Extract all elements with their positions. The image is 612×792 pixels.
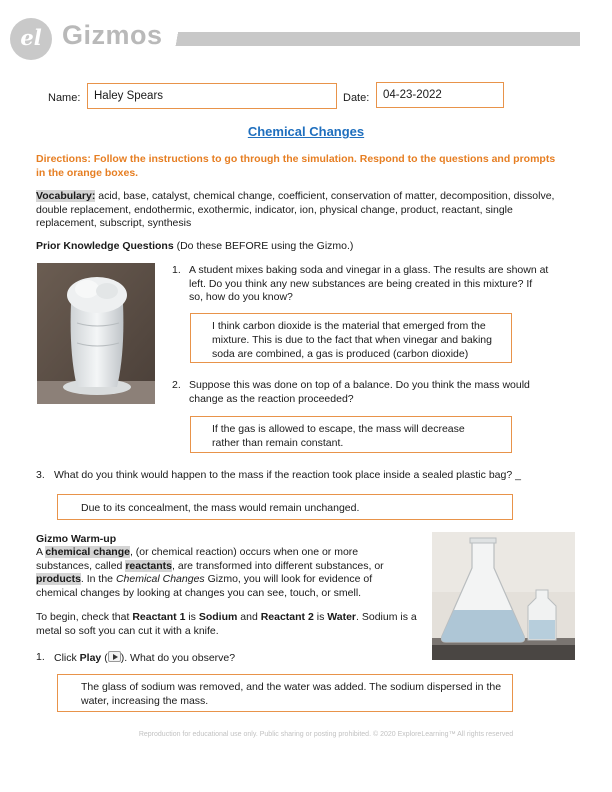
- term-reactants: reactants: [125, 559, 173, 572]
- warmup-setup-paragraph: To begin, check that Reactant 1 is Sodium and Reactant 2 is Water. Sodium is a metal so soft you can cut it with a knife.: [36, 611, 417, 637]
- warmup-q1-number: 1.: [36, 651, 45, 663]
- prior-q1-text: A student mixes baking soda and vinegar in a glass. The results are shown at left. Do you think any new substances are being created in this mixture? If so, how do you know?: [189, 264, 549, 303]
- warmup-heading: Gizmo Warm-up: [36, 533, 117, 545]
- prior-q3-number: 3.: [36, 469, 45, 481]
- prior-q2-text: Suppose this was done on top of a balance. Do you think the mass would change as the reaction proceeded?: [189, 379, 530, 405]
- page-title: Chemical Changes: [247, 124, 365, 139]
- play-icon: [108, 651, 121, 662]
- name-label: Name:: [48, 92, 81, 104]
- date-label: Date:: [343, 92, 370, 104]
- vocabulary-label: Vocabulary:: [36, 190, 96, 202]
- prior-q2-answer-box[interactable]: If the gas is allowed to escape, the mass will decrease rather than remain constant.: [190, 416, 512, 453]
- vocabulary-paragraph: [36, 190, 564, 231]
- gizmos-header: [0, 0, 612, 78]
- prior-q3-text: What do you think would happen to the mass if the reaction took place inside a sealed plastic bag? _: [54, 469, 521, 481]
- baking-soda-vinegar-photo: [37, 263, 155, 404]
- explorelearning-logo-icon: el: [10, 18, 52, 60]
- directions-text: Directions: Follow the instructions to go through the simulation. Respond to the questions and prompts in the orange boxes.: [36, 153, 556, 179]
- warmup-intro-paragraph: A chemical change, (or chemical reaction) occurs when one or more substances, called reactants, are transformed into different substances, or products. In the Chemical Changes Gizmo, you will look for evidence of chemical changes by looking at changes you can see, touch, or smell.: [36, 546, 384, 599]
- vocabulary-terms: acid, base, catalyst, chemical change, coefficient, conservation of matter, decomposition, dissolve, double replacement, endothermic, exothermic, indicator, ion, physical change, product, reactant, single replacement, subscript, synthesis: [36, 190, 555, 229]
- prior-q2-number: 2.: [172, 379, 181, 391]
- term-products: products: [36, 573, 81, 585]
- prior-q3-answer-box[interactable]: Due to its concealment, the mass would remain unchanged.: [57, 494, 513, 520]
- prior-knowledge-heading: Prior Knowledge Questions (Do these BEFORE using the Gizmo.): [36, 240, 354, 252]
- term-chemical-change: chemical change: [45, 546, 130, 558]
- flask-and-bottle-photo: [432, 532, 575, 660]
- warmup-q1-answer-box[interactable]: The glass of sodium was removed, and the water was added. The sodium dispersed in the water, increasing the mass.: [57, 674, 513, 712]
- copyright-footer: Reproduction for educational use only. Public sharing or posting prohibited. © 2020 ExploreLearning™ All rights reserved: [138, 731, 514, 738]
- header-bar: [173, 32, 580, 46]
- prior-q1-number: 1.: [172, 264, 181, 276]
- brand-name: Gizmos: [62, 20, 163, 50]
- date-field[interactable]: 04-23-2022: [376, 82, 504, 108]
- warmup-q1-text: Click Play ( ). What do you observe?: [54, 652, 236, 664]
- name-field[interactable]: Haley Spears: [87, 83, 337, 109]
- prior-q1-answer-box[interactable]: I think carbon dioxide is the material that emerged from the mixture. This is due to the fact that when vinegar and baking soda are combined, a gas is produced (carbon dioxide): [190, 313, 512, 363]
